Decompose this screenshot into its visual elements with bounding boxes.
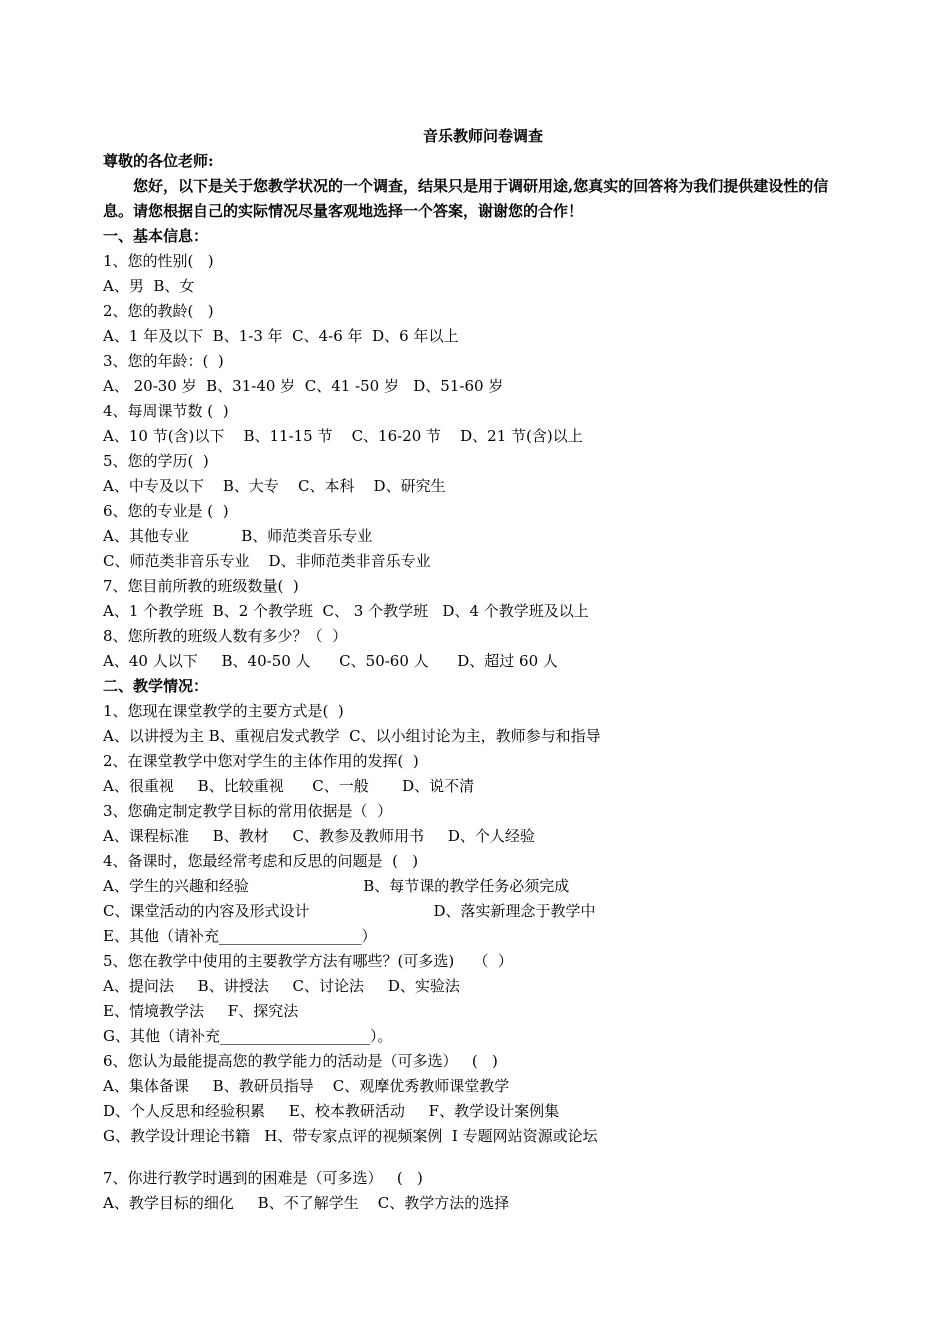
document-title: 音乐教师问卷调查 — [422, 127, 543, 145]
question-line: E、其他（请补充___________________） — [103, 927, 377, 945]
greeting: 尊敬的各位老师: — [103, 152, 214, 170]
question-line: A、以讲授为主 B、重视启发式教学 C、以小组讨论为主，教师参与和指导 — [103, 727, 601, 745]
question-line: 3、您的年龄：( ) — [103, 352, 224, 370]
teaching-questions — [103, 699, 863, 1149]
question-line: A、学生的兴趣和经验 B、每节课的教学任务必须完成 — [103, 877, 570, 895]
question-line: C、师范类非音乐专业 D、非师范类非音乐专业 — [103, 552, 431, 570]
question-line: A、10 节(含)以下 B、11-15 节 C、16-20 节 D、21 节(含)以上 — [103, 427, 583, 445]
question-line: C、课堂活动的内容及形式设计 D、落实新理念于教学中 — [103, 902, 596, 920]
question-line: 5、您的学历( ) — [103, 452, 209, 470]
question-line: 2、您的教龄( ) — [103, 302, 214, 320]
question-line: 5、您在教学中使用的主要教学方法有哪些？(可多选) （ ） — [103, 952, 513, 970]
question-line: 6、您的专业是 ( ) — [103, 502, 229, 520]
section-basic-info: 一、基本信息： — [103, 227, 209, 245]
question-line: 1、您的性别( ) — [103, 252, 214, 270]
section-teaching: 二、教学情况： — [103, 677, 209, 695]
blank-line — [103, 1149, 863, 1166]
question-line: 7、你进行教学时遇到的困难是（可多选） ( ) — [103, 1169, 423, 1187]
question-line: A、教学目标的细化 B、不了解学生 C、教学方法的选择 — [103, 1194, 510, 1212]
question-line: A、集体备课 B、教研员指导 C、观摩优秀教师课堂教学 — [103, 1077, 510, 1095]
question-line: 6、您认为最能提高您的教学能力的活动是（可多选） ( ) — [103, 1052, 498, 1070]
question-line: A、1 年及以下 B、1-3 年 C、4-6 年 D、6 年以上 — [103, 327, 459, 345]
question-line: A、提问法 B、讲授法 C、讨论法 D、实验法 — [103, 977, 460, 995]
question-line: 1、您现在课堂教学的主要方式是( ) — [103, 702, 344, 720]
teaching-questions-continued — [103, 1166, 863, 1216]
question-line: A、40 人以下 B、40-50 人 C、50-60 人 D、超过 60 人 — [103, 652, 558, 670]
question-line: 7、您目前所教的班级数量( ) — [103, 577, 299, 595]
question-line: E、情境教学法 F、探究法 — [103, 1002, 299, 1020]
question-line: A、很重视 B、比较重视 C、一般 D、说不清 — [103, 777, 475, 795]
question-line: A、中专及以下 B、大专 C、本科 D、研究生 — [103, 477, 446, 495]
question-line: 4、每周课节数 ( ) — [103, 402, 229, 420]
document-page — [103, 124, 863, 1216]
question-line: A、 20-30 岁 B、31-40 岁 C、41 -50 岁 D、51-60 岁 — [103, 377, 504, 395]
question-line: G、教学设计理论书籍 H、带专家点评的视频案例 I 专题网站资源或论坛 — [103, 1127, 598, 1145]
question-line: A、1 个教学班 B、2 个教学班 C、 3 个教学班 D、4 个教学班及以上 — [103, 602, 589, 620]
question-line: D、个人反思和经验积累 E、校本教研活动 F、教学设计案例集 — [103, 1102, 560, 1120]
question-line: G、其他（请补充____________________）。 — [103, 1027, 393, 1045]
question-line: A、其他专业 B、师范类音乐专业 — [103, 527, 373, 545]
question-line: 8、您所教的班级人数有多少？（ ） — [103, 627, 348, 645]
basic-info-questions — [103, 249, 863, 674]
question-line: 4、备课时，您最经常考虑和反思的问题是 ( ) — [103, 852, 419, 870]
question-line: 2、在课堂教学中您对学生的主体作用的发挥( ) — [103, 752, 419, 770]
intro-paragraph: 您好，以下是关于您教学状况的一个调查，结果只是用于调研用途,您真实的回答将为我们提供建设性的信息。请您根据自己的实际情况尽量客观地选择一个答案，谢谢您的合作！ — [103, 177, 829, 220]
question-line: 3、您确定制定教学目标的常用依据是（ ） — [103, 802, 393, 820]
question-line: A、课程标准 B、教材 C、教参及教师用书 D、个人经验 — [103, 827, 535, 845]
question-line: A、男 B、女 — [103, 277, 195, 295]
